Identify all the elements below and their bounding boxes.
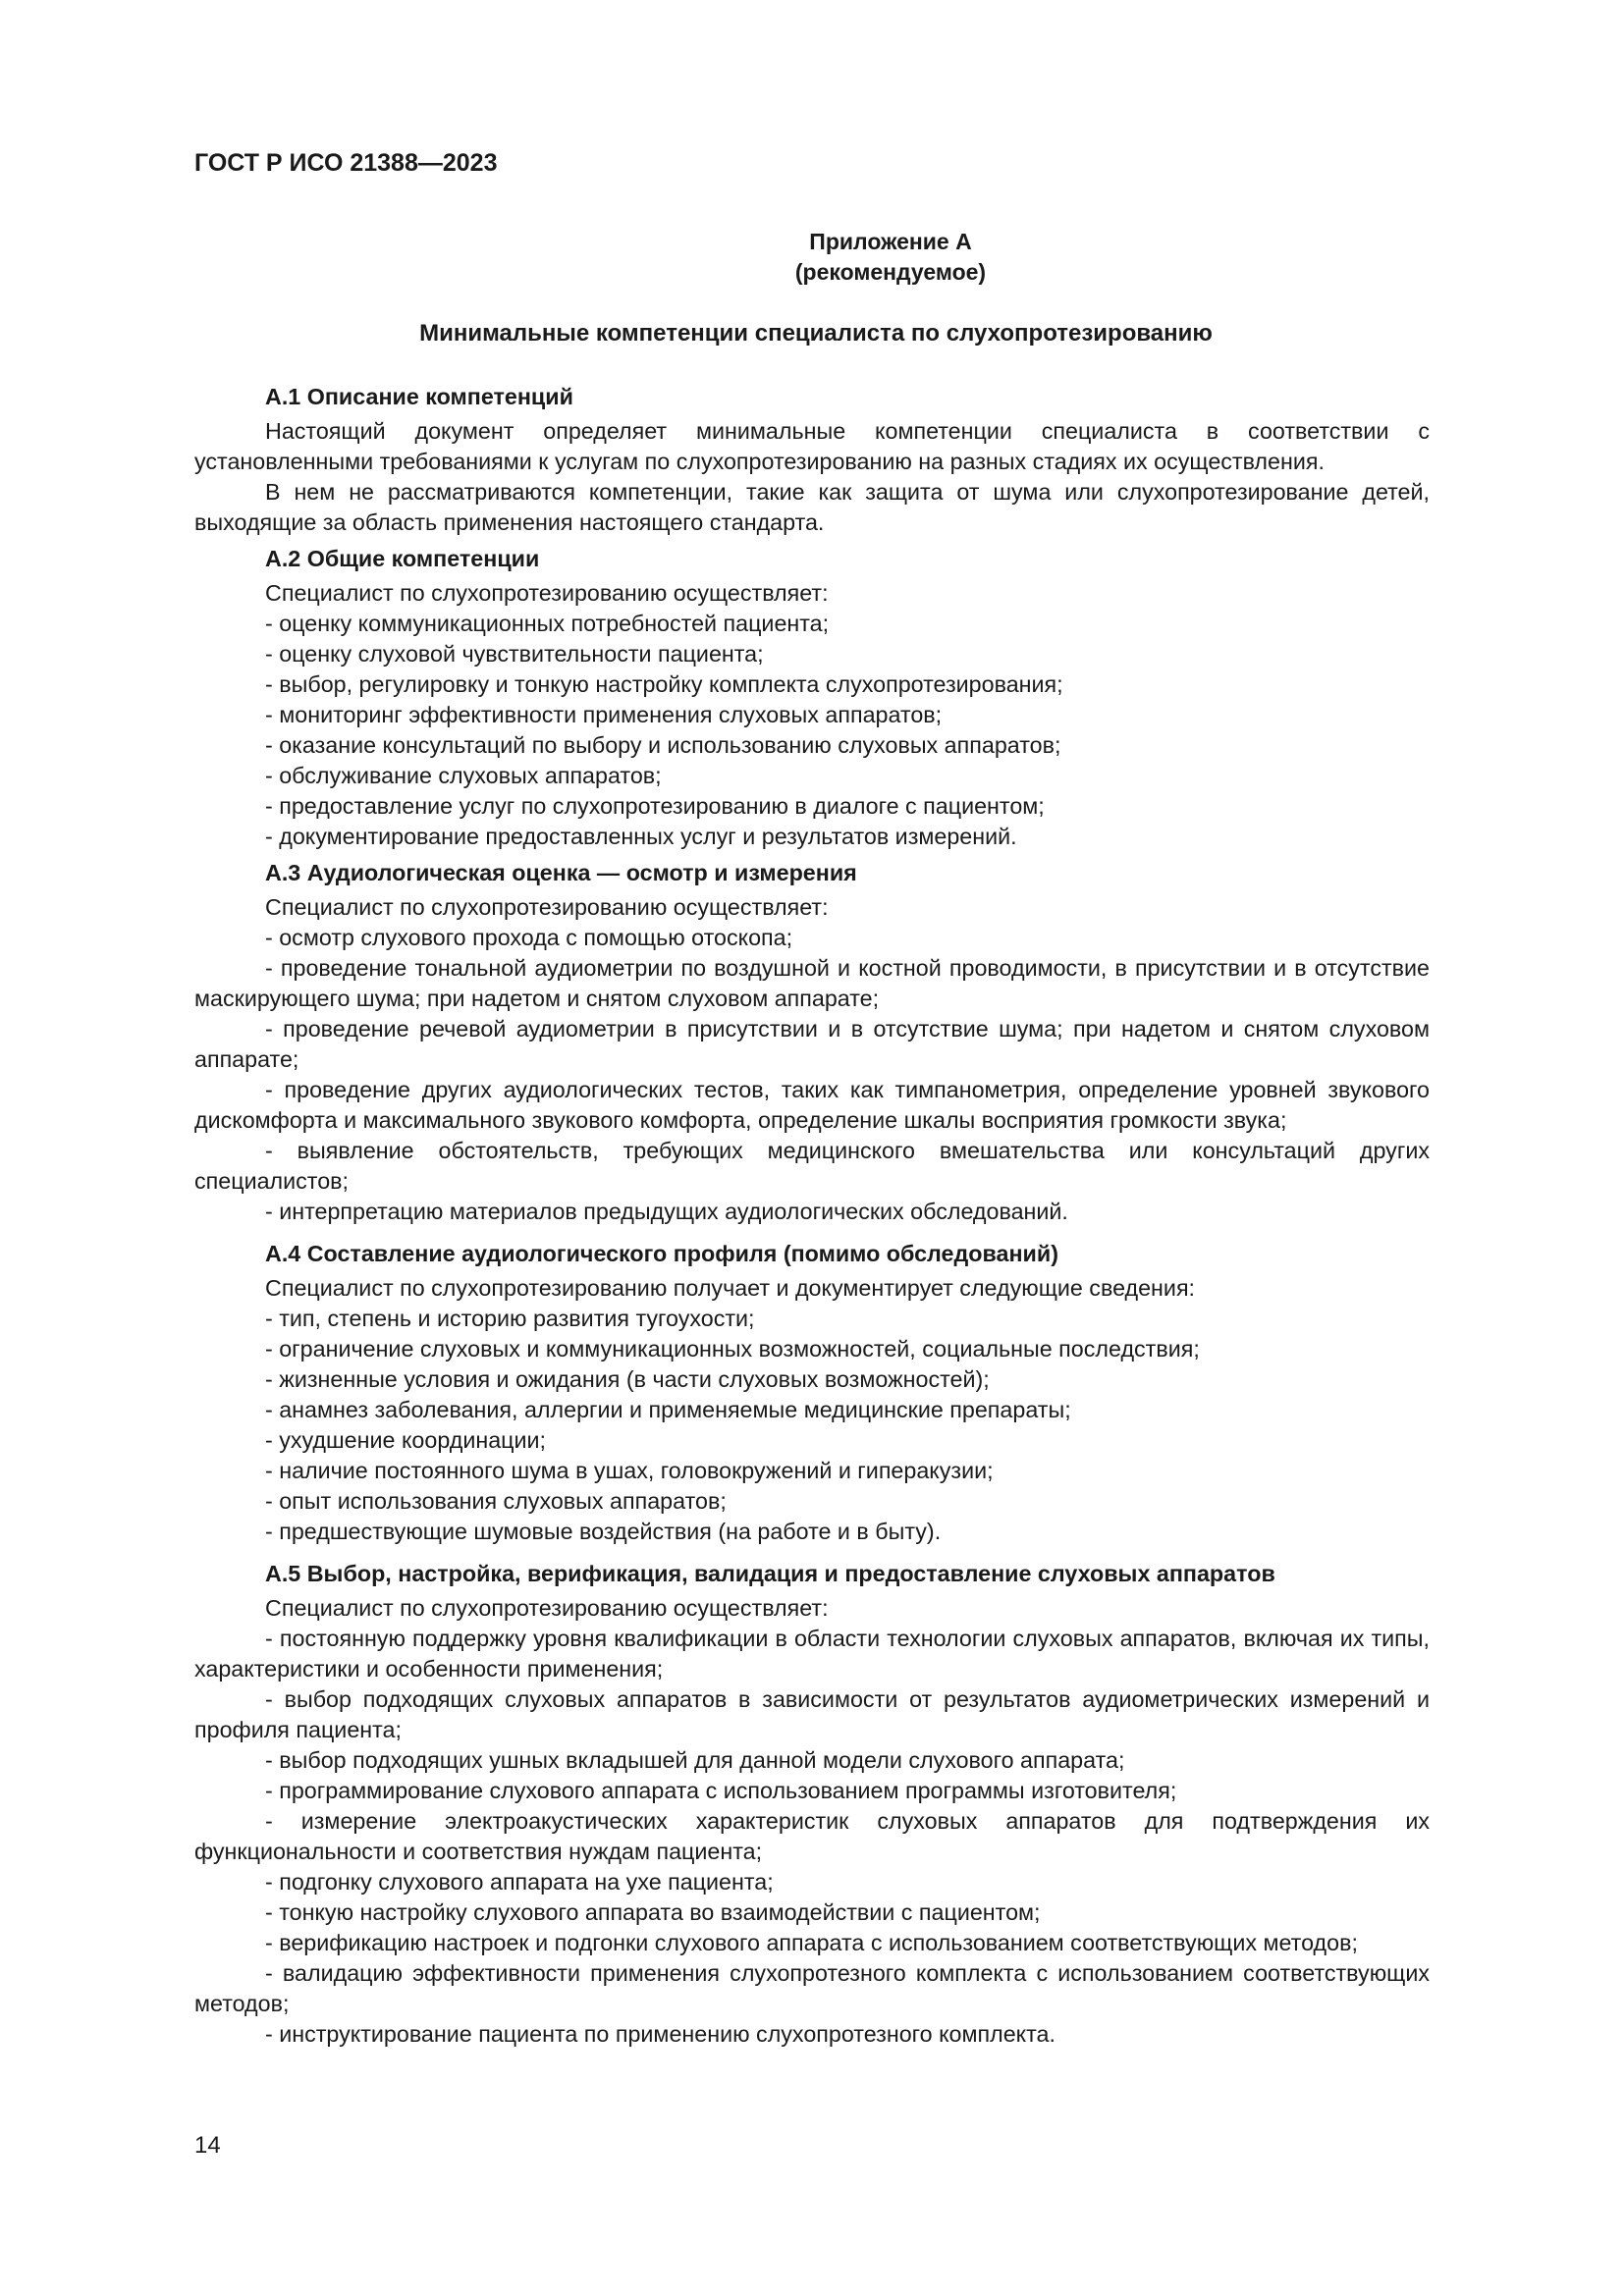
annex-status: (рекомендуемое) xyxy=(794,259,987,285)
list-item: - валидацию эффективности применения слухопротезного комплекта с использованием соответствующих методов; xyxy=(194,1960,1430,2016)
list-item: - жизненные условия и ожидания (в части слуховых возможностей); xyxy=(265,1366,990,1392)
paragraph: В нем не рассматриваются компетенции, такие как защита от шума или слухопротезирование детей, выходящие за область применения настоящего стандарта. xyxy=(194,479,1430,535)
list-item: - оценку слуховой чувствительности пациента; xyxy=(265,641,764,667)
page-number: 14 xyxy=(194,2132,221,2159)
paragraph-intro: Специалист по слухопротезированию осуществляет: xyxy=(265,894,829,920)
list-item: - выбор подходящих ушных вкладышей для данной модели слухового аппарата; xyxy=(265,1747,1125,1773)
list-item: - анамнез заболевания, аллергии и применяемые медицинские препараты; xyxy=(265,1397,1071,1422)
list-item: - выявление обстоятельств, требующих медицинского вмешательства или консультаций других специалистов; xyxy=(194,1138,1430,1194)
paragraph-intro: Специалист по слухопротезированию осуществляет: xyxy=(265,1595,829,1621)
list-item: - инструктирование пациента по применению слухопротезного комплекта. xyxy=(265,2021,1056,2047)
document-body xyxy=(194,382,1430,2050)
list-item: - проведение других аудиологических тестов, таких как тимпанометрия, определение уровней звукового дискомфорта и максимального звукового комфорта, определение шкалы восприятия громкости звука; xyxy=(194,1077,1430,1133)
list-item: - программирование слухового аппарата с использованием программы изготовителя; xyxy=(265,1778,1177,1803)
list-item: - предоставление услуг по слухопротезированию в диалоге с пациентом; xyxy=(265,793,1045,819)
list-item: - верификацию настроек и подгонки слухового аппарата с использованием соответствующих методов; xyxy=(265,1930,1358,1955)
paragraph-intro: Специалист по слухопротезированию осуществляет: xyxy=(265,580,829,606)
list-item: - проведение тональной аудиометрии по воздушной и костной проводимости, в присутствии и в отсутствие маскирующего шума; при надетом и снятом слуховом аппарате; xyxy=(194,955,1430,1011)
list-item: - проведение речевой аудиометрии в присутствии и в отсутствие шума; при надетом и снятом слуховом аппарате; xyxy=(194,1016,1430,1072)
list-item: - интерпретацию материалов предыдущих аудиологических обследований. xyxy=(265,1199,1068,1224)
annex-title: Минимальные компетенции специалиста по слухопротезированию xyxy=(419,320,1213,347)
section-heading-a3: А.3 Аудиологическая оценка — осмотр и измерения xyxy=(265,860,857,885)
list-item: - оценку коммуникационных потребностей пациента; xyxy=(265,611,830,636)
list-item: - постоянную поддержку уровня квалификации в области технологии слуховых аппаратов, включая их типы, характеристики и особенности применения; xyxy=(194,1626,1430,1682)
list-item: - наличие постоянного шума в ушах, головокружений и гиперакузии; xyxy=(265,1458,994,1483)
list-item: - тип, степень и историю развития тугоухости; xyxy=(265,1306,755,1331)
list-item: - предшествующие шумовые воздействия (на работе и в быту). xyxy=(265,1519,942,1544)
paragraph-intro: Специалист по слухопротезированию получает и документирует следующие сведения: xyxy=(265,1275,1196,1301)
section-heading-a1: А.1 Описание компетенций xyxy=(265,384,573,409)
list-item: - оказание консультаций по выбору и использованию слуховых аппаратов; xyxy=(265,732,1061,758)
list-item: - ограничение слуховых и коммуникационных возможностей, социальные последствия; xyxy=(265,1336,1200,1362)
list-item: - измерение электроакустических характеристик слуховых аппаратов для подтверждения их функциональности и соответствия нуждам пациента; xyxy=(194,1808,1430,1864)
list-item: - осмотр слухового прохода с помощью отоскопа; xyxy=(265,925,793,950)
list-item: - обслуживание слуховых аппаратов; xyxy=(265,763,662,788)
document-code: ГОСТ Р ИСО 21388—2023 xyxy=(194,149,498,177)
list-item: - мониторинг эффективности применения слуховых аппаратов; xyxy=(265,702,943,727)
list-item: - подгонку слухового аппарата на ухе пациента; xyxy=(265,1869,774,1895)
section-heading-a5: А.5 Выбор, настройка, верификация, валидация и предоставление слуховых аппаратов xyxy=(265,1561,1275,1586)
annex-header xyxy=(194,227,1430,288)
list-item: - опыт использования слуховых аппаратов; xyxy=(265,1488,727,1514)
section-heading-a2: А.2 Общие компетенции xyxy=(265,546,540,571)
list-item: - тонкую настройку слухового аппарата во взаимодействии с пациентом; xyxy=(265,1899,1041,1925)
list-item: - выбор, регулировку и тонкую настройку комплекта слухопротезирования; xyxy=(265,671,1063,697)
annex-label: Приложение А xyxy=(809,229,972,254)
list-item: - выбор подходящих слуховых аппаратов в зависимости от результатов аудиометрических измерений и профиля пациента; xyxy=(194,1686,1430,1742)
list-item: - документирование предоставленных услуг и результатов измерений. xyxy=(265,824,1017,849)
list-item: - ухудшение координации; xyxy=(265,1427,547,1453)
section-heading-a4: А.4 Составление аудиологического профиля (помимо обследований) xyxy=(265,1241,1058,1266)
paragraph: Настоящий документ определяет минимальные компетенции специалиста в соответствии с установленными требованиями к услугам по слухопротезированию на разных стадиях их осуществления. xyxy=(194,418,1430,474)
